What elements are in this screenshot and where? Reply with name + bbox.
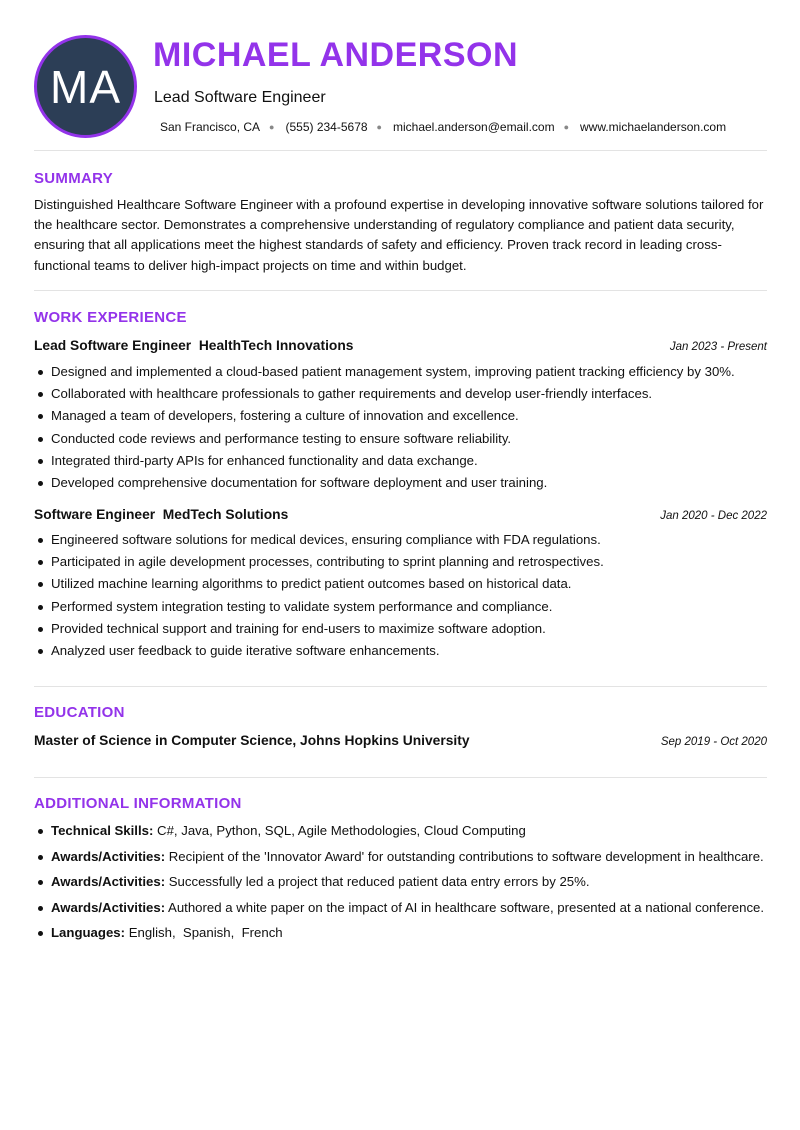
- list-item: Collaborated with healthcare professionals to gather requirements and develop user-friendly interfaces.: [34, 385, 770, 407]
- list-item: Engineered software solutions for medical devices, ensuring compliance with FDA regulations.: [34, 531, 770, 553]
- list-item: Participated in agile development processes, contributing to sprint planning and retrospectives.: [34, 553, 770, 575]
- contact-line: [160, 120, 726, 134]
- list-item: [34, 848, 770, 867]
- list-item: Managed a team of developers, fostering a culture of innovation and excellence.: [34, 407, 770, 429]
- job-date: Jan 2023 - Present: [669, 341, 767, 353]
- candidate-name: MICHAEL ANDERSON: [153, 36, 519, 74]
- divider: [34, 686, 767, 687]
- list-item: Utilized machine learning algorithms to predict patient outcomes based on historical data.: [34, 575, 770, 597]
- item-text: Successfully led a project that reduced patient data entry errors by 25%.: [168, 874, 590, 889]
- additional-heading: ADDITIONAL INFORMATION: [34, 795, 242, 812]
- list-item: Integrated third-party APIs for enhanced functionality and data exchange.: [34, 452, 770, 474]
- contact-email[interactable]: michael.anderson@email.com: [392, 120, 555, 134]
- job-title: Lead Software Engineer: [154, 89, 326, 106]
- item-text: Recipient of the 'Innovator Award' for outstanding contributions to software development in healthcare.: [168, 848, 764, 864]
- divider: [34, 290, 767, 291]
- job-role: Software Engineer MedTech Solutions: [34, 507, 289, 522]
- divider: [34, 777, 767, 778]
- item-text: Authored a white paper on the impact of AI in healthcare software, presented at a national conference.: [168, 899, 765, 915]
- list-item: Conducted code reviews and performance testing to ensure software reliability.: [34, 430, 770, 452]
- avatar: [34, 35, 137, 138]
- contact-website[interactable]: www.michaelanderson.com: [580, 120, 727, 134]
- contact-location: San Francisco, CA: [160, 120, 261, 134]
- job-header: [34, 507, 767, 522]
- list-item: Performed system integration testing to validate system performance and compliance.: [34, 598, 770, 620]
- avatar-initials: MA: [50, 60, 121, 113]
- list-item: Provided technical support and training for end-users to maximize software adoption.: [34, 620, 770, 642]
- item-label: Languages:: [51, 925, 126, 940]
- job-header: [34, 338, 767, 353]
- degree: Master of Science in Computer Science, Johns Hopkins University: [34, 733, 470, 748]
- list-item: [34, 924, 770, 943]
- item-label: Awards/Activities:: [51, 899, 166, 915]
- job-date: Jan 2020 - Dec 2022: [660, 510, 767, 522]
- list-item: [34, 822, 770, 841]
- list-item: Designed and implemented a cloud-based patient management system, improving patient tracking efficiency by 30%.: [34, 363, 770, 385]
- education-entry: [34, 733, 767, 748]
- separator-dot: ●: [269, 122, 275, 132]
- list-item: Developed comprehensive documentation for software deployment and user training.: [34, 474, 770, 496]
- list-item: [34, 899, 770, 918]
- item-text: C#, Java, Python, SQL, Agile Methodologies, Cloud Computing: [157, 823, 526, 838]
- list-item: Analyzed user feedback to guide iterative software enhancements.: [34, 642, 770, 664]
- job-bullets: [34, 531, 770, 664]
- list-item: [34, 873, 770, 892]
- divider: [34, 150, 767, 151]
- separator-dot: ●: [563, 122, 570, 132]
- additional-list: [34, 822, 770, 950]
- contact-phone: (555) 234-5678: [285, 120, 368, 134]
- item-label: Awards/Activities:: [51, 874, 166, 889]
- education-heading: EDUCATION: [34, 704, 125, 721]
- item-label: Awards/Activities:: [51, 848, 166, 864]
- job-bullets: [34, 363, 770, 496]
- summary-text: Distinguished Healthcare Software Engineer with a profound expertise in developing innovative software solutions tailored for the healthcare sector. Demonstrates a comprehensive understanding of regulatory compliance and patient data security, ensuring that all applications meet the highest standards of safety and efficiency. Proven track record in leading cross-functional teams to deliver high-impact projects on time and within budget.: [34, 197, 764, 273]
- education-date: Sep 2019 - Oct 2020: [660, 736, 767, 748]
- item-label: Technical Skills:: [51, 823, 154, 838]
- separator-dot: ●: [376, 122, 382, 132]
- job-role: Lead Software Engineer HealthTech Innovations: [34, 338, 354, 353]
- summary-heading: SUMMARY: [34, 170, 114, 187]
- experience-heading: WORK EXPERIENCE: [34, 309, 187, 326]
- item-text: English, Spanish, French: [128, 925, 283, 940]
